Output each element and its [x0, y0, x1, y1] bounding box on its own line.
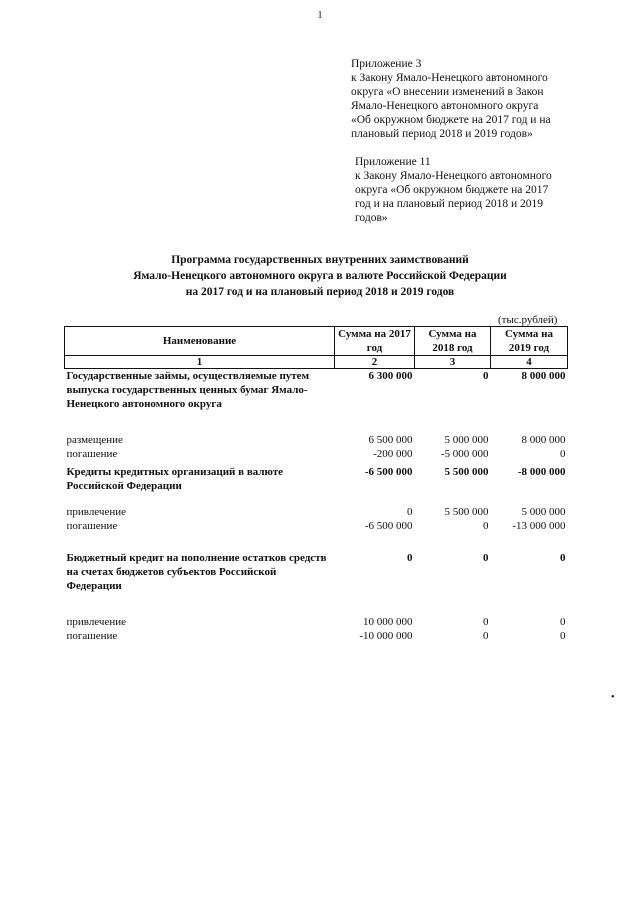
section-name: Бюджетный кредит на пополнение остатков средств на счетах бюджетов субъектов Российской Федерации: [66, 552, 327, 592]
col-number: 3: [415, 356, 491, 369]
table-row: [65, 505, 568, 519]
scan-mark: •: [611, 692, 615, 703]
borrowing-program-table: [64, 326, 568, 643]
value-2019: 8 000 000: [521, 434, 566, 446]
appendix-11-line: Приложение 11: [355, 156, 431, 168]
header-sum-2017: Сумма на 2017 год: [335, 327, 415, 356]
value-2018: 5 500 000: [444, 506, 489, 518]
header-sum-2019: Сумма на 2019 год: [491, 327, 568, 356]
value-2019: 0: [560, 616, 566, 628]
title-line: Программа государственных внутренних заимствований: [171, 254, 469, 266]
value-2018: 0: [483, 630, 489, 642]
table-row: [65, 519, 568, 533]
value-2018: 0: [483, 616, 489, 628]
value-2017: -10 000 000: [359, 630, 413, 642]
appendix-3-block: [351, 57, 551, 141]
value-2019: -8 000 000: [517, 466, 566, 478]
value-2017: 10 000 000: [363, 616, 413, 628]
appendix-3-line: Ямало-Ненецкого автономного округа: [351, 100, 539, 112]
value-2017: -6 500 000: [364, 466, 413, 478]
appendix-3-line: «Об окружном бюджете на 2017 год и на: [351, 114, 551, 126]
value-2019: 0: [560, 552, 566, 564]
section-row: [65, 551, 568, 593]
appendix-11-line: округа «Об окружном бюджете на 2017: [355, 184, 549, 196]
table-row: [65, 433, 568, 447]
table-row: [65, 629, 568, 643]
appendix-3-line: к Закону Ямало-Ненецкого автономного: [351, 72, 548, 84]
table-row: [65, 447, 568, 461]
row-label: погашение: [66, 520, 118, 532]
unit-label: (тыс.рублей): [498, 314, 558, 326]
section-name: Государственные займы, осуществляемые путем выпуска государственных ценных бумаг Ямало-Ненецкого автономного округа: [66, 370, 310, 410]
value-2019: 0: [560, 630, 566, 642]
value-2018: 0: [483, 552, 489, 564]
value-2017: 0: [407, 506, 413, 518]
document-title: [40, 252, 600, 300]
value-2017: -200 000: [373, 448, 413, 460]
appendix-3-line: Приложение 3: [351, 58, 422, 70]
value-2019: 0: [560, 448, 566, 460]
appendix-3-line: плановый период 2018 и 2019 годов»: [351, 128, 533, 140]
appendix-11-block: [355, 155, 552, 225]
value-2017: 6 500 000: [368, 434, 413, 446]
section-name: Кредиты кредитных организаций в валюте Российской Федерации: [66, 466, 284, 492]
appendix-11-line: к Закону Ямало-Ненецкого автономного: [355, 170, 552, 182]
section-row: [65, 369, 568, 412]
page-number: 1: [317, 10, 323, 21]
value-2017: 6 300 000: [368, 370, 413, 382]
table-row: [65, 615, 568, 629]
appendix-3-line: округа «О внесении изменений в Закон: [351, 86, 544, 98]
title-line: Ямало-Ненецкого автономного округа в валюте Российской Федерации: [133, 270, 507, 282]
col-number: 1: [65, 356, 335, 369]
value-2018: 0: [483, 370, 489, 382]
header-sum-2018: Сумма на 2018 год: [415, 327, 491, 356]
row-label: размещение: [66, 434, 123, 446]
value-2019: 8 000 000: [521, 370, 566, 382]
appendix-11-line: годов»: [355, 212, 388, 224]
header-name: Наименование: [65, 327, 335, 356]
value-2019: -13 000 000: [512, 520, 566, 532]
col-number: 2: [335, 356, 415, 369]
col-number: 4: [491, 356, 568, 369]
value-2019: 5 000 000: [521, 506, 566, 518]
value-2018: -5 000 000: [440, 448, 489, 460]
value-2017: 0: [407, 552, 413, 564]
row-label: привлечение: [66, 506, 126, 518]
value-2018: 5 000 000: [444, 434, 489, 446]
title-line: на 2017 год и на плановый период 2018 и 2019 годов: [185, 286, 455, 298]
value-2017: -6 500 000: [364, 520, 413, 532]
row-label: погашение: [66, 448, 118, 460]
row-label: погашение: [66, 630, 118, 642]
value-2018: 0: [483, 520, 489, 532]
row-label: привлечение: [66, 616, 126, 628]
value-2018: 5 500 000: [444, 466, 489, 478]
section-row: [65, 465, 568, 493]
appendix-11-line: год и на плановый период 2018 и 2019: [355, 198, 544, 210]
